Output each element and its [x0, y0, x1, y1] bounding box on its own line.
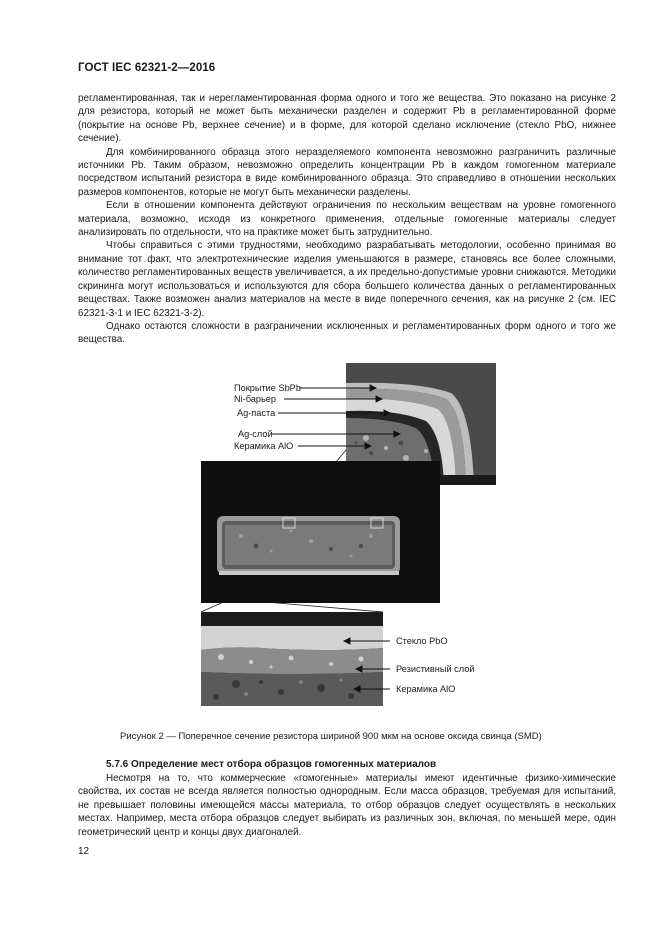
label-sbpb-coating: Покрытие SbPb [234, 383, 301, 393]
paragraph-4: Чтобы справиться с этими трудностями, необходимо разрабатывать методологии, особенно принимая во внимание тот факт, что электротехнические изделия уменьшаются в размере, становясь все более сложными, количество регламентированных веществ увеличивается, а их предельно-допустимые уровни снижаются. Методики скрининга могут использоваться и используются для сбора большего количества данных о регламентированных веществах. Также возможен анализ материалов на месте в виде поперечного сечения, как на рисунке 2 (см. IEC 62321-3-1 и IEC 62321-3-2). [78, 240, 616, 319]
section-paragraph: Несмотря на то, что коммерческие «гомогенные» материалы имеют идентичные физико-химические свойства, их состав не всегда является полностью однородным. Если масса образцов, требуемая для испытаний, не превышает половины имеющейся массы материала, то отбор образцов следует осуществлять в нескольких местах. Например, места отбора образцов следует выбирать из различных зон, включая, по меньшей мере, один геометрический центр и концы двух диагоналей. [78, 773, 616, 838]
label-ni-barrier: Ni-барьер [234, 394, 277, 404]
figure-caption: Рисунок 2 — Поперечное сечение резистора шириной 900 мкм на основе оксида свинца (SMD) [120, 731, 542, 742]
paragraph-5: Однако остаются сложности в разграничении исключенных и регламентированных форм одного и того же вещества. [78, 320, 616, 346]
label-ag-paste: Ag-паста [237, 408, 276, 418]
paragraph-2: Для комбинированного образца этого неразделяемого компонента невозможно разграничить различные источники Pb. Таким образом, невозможно определить концентрации Pb в каждом гомогенном материале посредством испытаний резистора в виде комбинированного образца. Это справедливо в отношении нескольких размеров компонентов, которые не могут быть механически разделены. [78, 146, 616, 198]
label-ceramic-alo-bottom: Керамика AlO [396, 684, 456, 694]
page-number: 12 [78, 846, 90, 857]
section-title: 5.7.6 Определение мест отбора образцов гомогенных материалов [106, 759, 437, 770]
paragraph-1: регламентированная, так и нерегламентированная форма одного и того же вещества. Это показано на рисунке 2 для резистора, который не может быть механически разделен и содержит Pb в регламентированной форме (покрытие на основе Pb, верхнее сечение) и в форме, для которой сделано исключение (стекло PbO, нижнее сечение). [78, 93, 616, 145]
label-pbo-glass: Стекло PbO [396, 636, 448, 646]
section-body [78, 772, 616, 839]
label-ceramic-alo-top: Керамика AlO [234, 441, 294, 451]
label-ag-layer: Ag-слой [238, 429, 273, 439]
document-header: ГОСТ IEC 62321-2—2016 [78, 62, 216, 74]
body-text [78, 92, 616, 347]
label-resistive-layer: Резистивный слой [396, 664, 475, 674]
paragraph-3: Если в отношении компонента действуют ограничения по нескольким веществам на уровне гомогенного материала, возможно, исходя из конкретного применения, отдельные гомогенные материалы следует анализировать по отдельности, что на практике может быть затруднительно. [78, 200, 616, 239]
figure-2 [0, 355, 661, 705]
bottom-arrows [0, 355, 661, 705]
